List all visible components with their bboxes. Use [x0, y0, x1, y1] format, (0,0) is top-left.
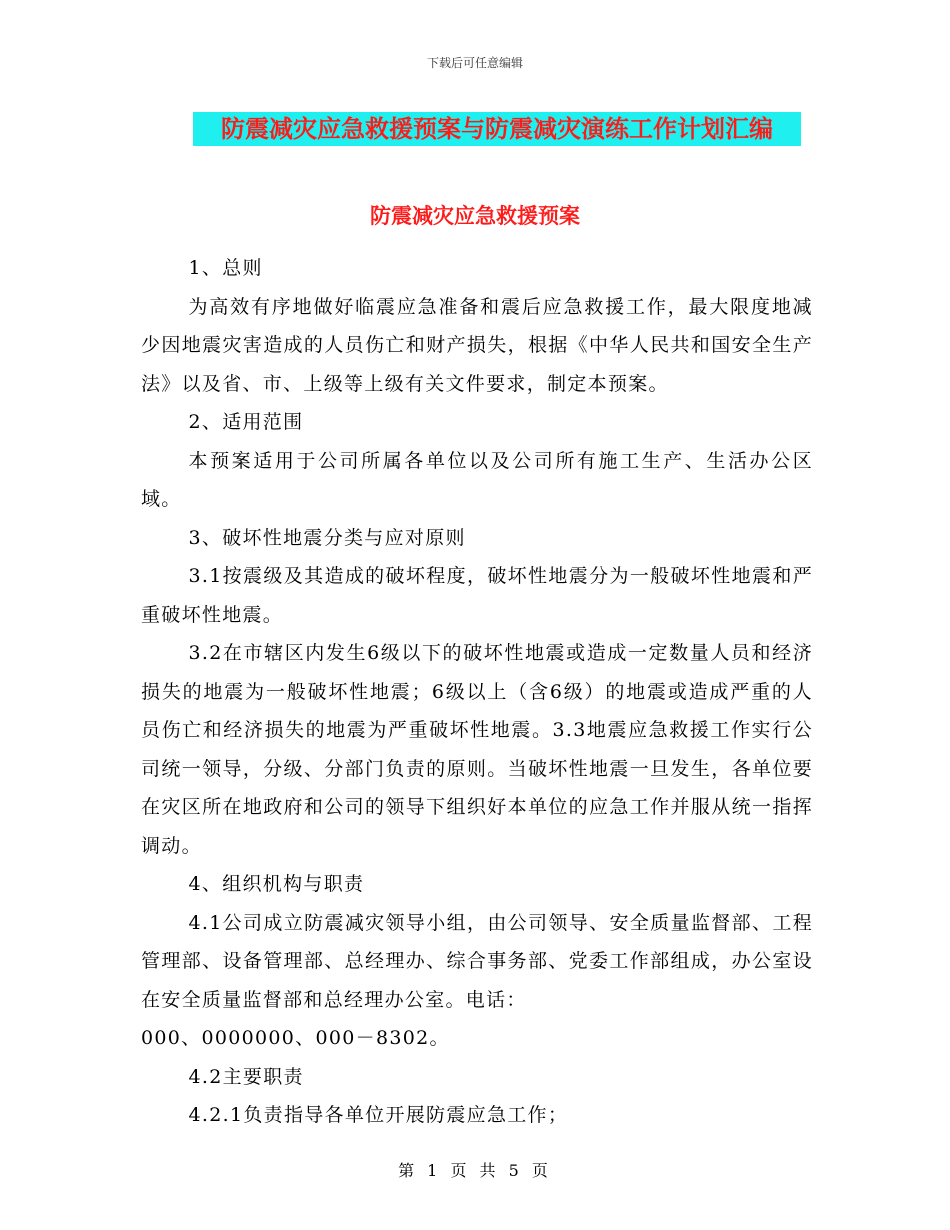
paragraph: 3.2在市辖区内发生6级以下的破坏性地震或造成一定数量人员和经济损失的地震为一般破坏性地震；6级以上（含6级）的地震或造成严重的人员伤亡和经济损失的地震为严重破坏性地震。3.3地震应急救援工作实行公司统一领导，分级、分部门负责的原则。当破坏性地震一旦发生，各单位要在灾区所在地政府和公司的领导下组织好本单位的应急工作并服从统一指挥调动。 — [141, 642, 813, 857]
section-title: 防震减灾应急救援预案 — [370, 203, 580, 228]
document-title: 防震减灾应急救援预案与防震减灾演练工作计划汇编 — [221, 114, 773, 143]
header-note: 下载后可任意编辑 — [426, 56, 523, 70]
paragraph: 4.2.1负责指导各单位开展防震应急工作； — [188, 1104, 569, 1126]
paragraph: 4.2主要职责 — [188, 1065, 304, 1088]
document-body — [141, 249, 813, 1135]
paragraph: 000、0000000、000－8302。 — [141, 1027, 450, 1049]
paragraph: 4、组织机构与职责 — [188, 873, 365, 895]
paragraph: 1、总则 — [188, 257, 263, 279]
paragraph: 2、适用范围 — [188, 411, 304, 433]
document-title-highlight — [193, 112, 801, 146]
paragraph: 3、破坏性地震分类与应对原则 — [188, 526, 466, 549]
paragraph: 4.1公司成立防震减灾领导小组，由公司领导、安全质量监督部、工程管理部、设备管理部、总经理办、综合事务部、党委工作部组成，办公室设在安全质量监督部和总经理办公室。电话： — [141, 911, 813, 1011]
paragraph: 为高效有序地做好临震应急准备和震后应急救援工作，最大限度地减少因地震灾害造成的人员伤亡和财产损失，根据《中华人民共和国安全生产法》以及省、市、上级等上级有关文件要求，制定本预案。 — [141, 295, 813, 395]
paragraph: 3.1按震级及其造成的破坏程度，破坏性地震分为一般破坏性地震和严重破坏性地震。 — [141, 565, 813, 626]
page-footer: 第 1 页 共 5 页 — [398, 1161, 552, 1180]
paragraph: 本预案适用于公司所属各单位以及公司所有施工生产、生活办公区域。 — [141, 449, 813, 510]
